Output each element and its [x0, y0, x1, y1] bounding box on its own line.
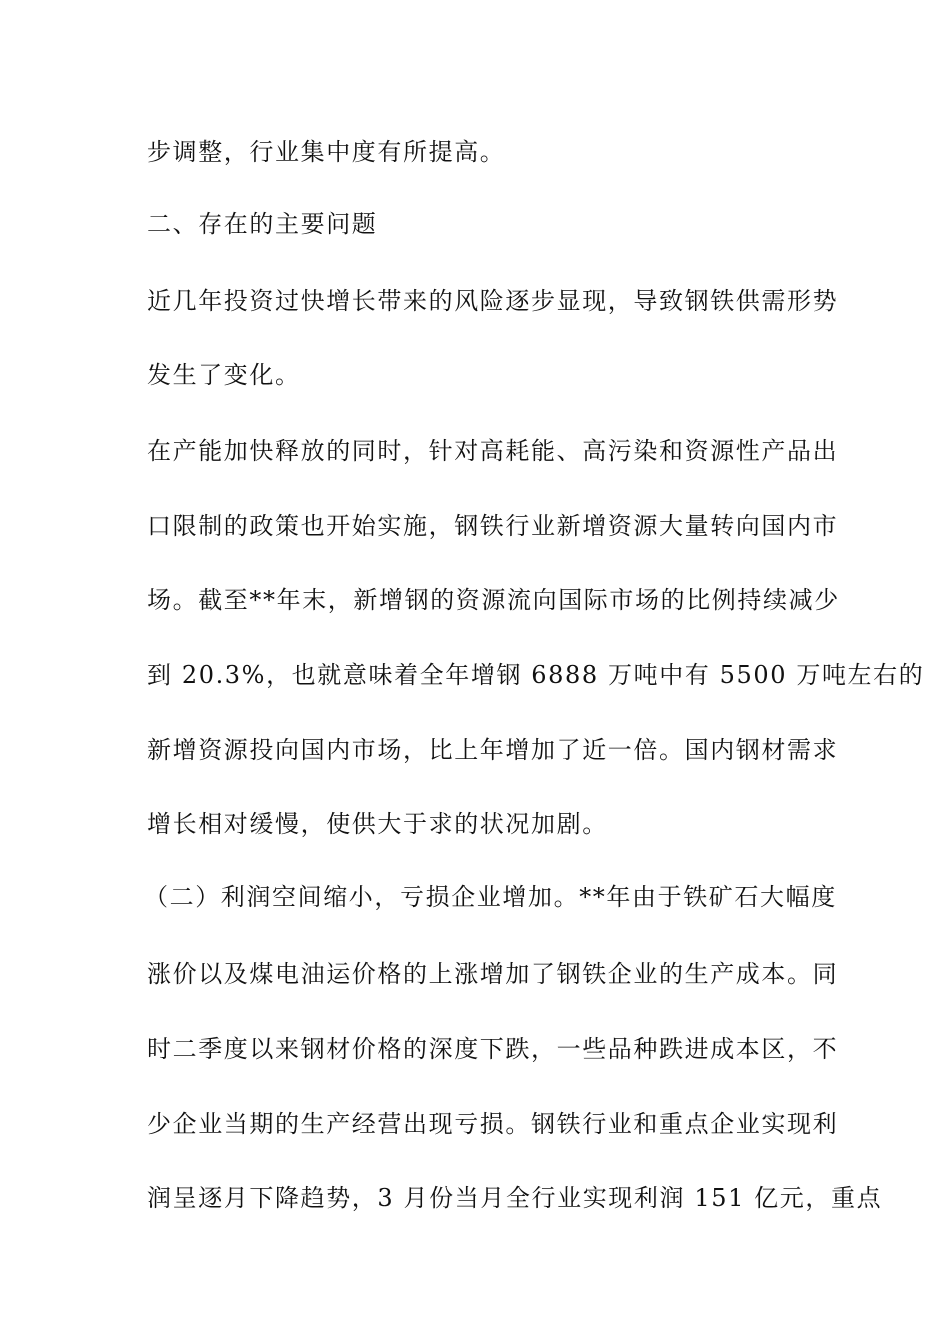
text-line-13: 时二季度以来钢材价格的深度下跌，一些品种跌进成本区，不: [147, 1035, 839, 1063]
subsection-heading: （二）利润空间缩小，亏损企业增加。**年由于铁矿石大幅度: [144, 883, 837, 911]
text-line-1: 步调整，行业集中度有所提高。: [147, 138, 506, 166]
text-line-6: 口限制的政策也开始实施，钢铁行业新增资源大量转向国内市: [147, 512, 839, 540]
text-line-5: 在产能加快释放的同时，针对高耗能、高污染和资源性产品出: [147, 437, 839, 465]
text-line-12: 涨价以及煤电油运价格的上涨增加了钢铁企业的生产成本。同: [147, 960, 839, 988]
text-line-7: 场。截至**年末，新增钢的资源流向国际市场的比例持续减少: [147, 586, 840, 614]
section-heading: 二、存在的主要问题: [147, 210, 378, 238]
text-line-14: 少企业当期的生产经营出现亏损。钢铁行业和重点企业实现利: [147, 1110, 839, 1138]
text-line-8: 到 20.3%，也就意味着全年增钢 6888 万吨中有 5500 万吨左右的: [147, 661, 925, 689]
text-line-3: 近几年投资过快增长带来的风险逐步显现，导致钢铁供需形势: [147, 287, 839, 315]
text-line-10: 增长相对缓慢，使供大于求的状况加剧。: [147, 810, 608, 838]
text-line-9: 新增资源投向国内市场，比上年增加了近一倍。国内钢材需求: [147, 736, 839, 764]
text-line-4: 发生了变化。: [147, 361, 301, 389]
text-line-15: 润呈逐月下降趋势，3 月份当月全行业实现利润 151 亿元，重点: [147, 1184, 883, 1212]
